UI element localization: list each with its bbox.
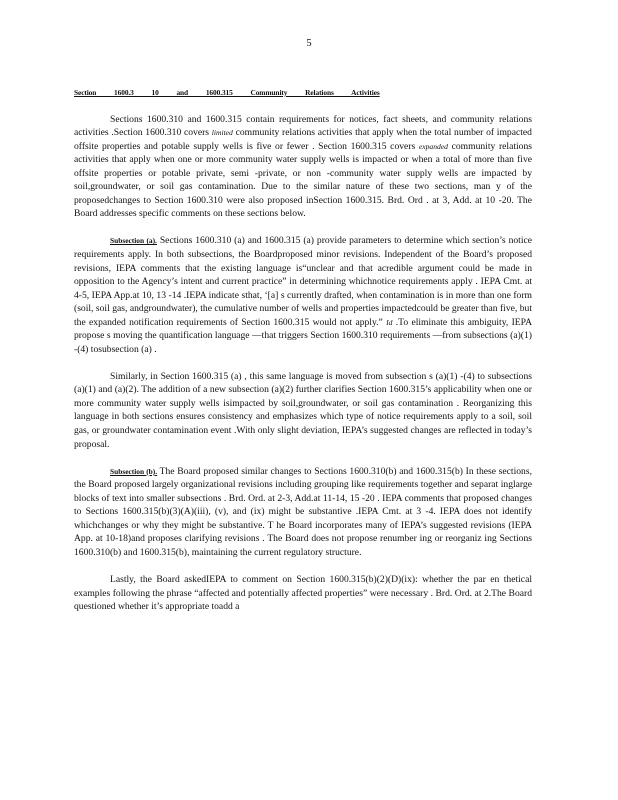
page-number: 5 xyxy=(306,38,312,49)
italic-citation-id: Id xyxy=(386,317,393,327)
italic-term-limited: limited xyxy=(211,128,233,138)
paragraph-similarly xyxy=(74,370,532,451)
paragraph-subsection-b xyxy=(74,465,532,560)
paragraph-text: .To eliminate this ambiguity, IEPA propose s moving the quantification language —that triggers Section 1600.310 requirements —from subsections (a)(1) -(4) tosubsection (a) . xyxy=(74,316,533,355)
subsection-label: Subsection (a). xyxy=(110,236,157,246)
paragraph-subsection-a xyxy=(74,234,532,356)
paragraph-lastly xyxy=(74,573,532,614)
paragraph-text: Sections 1600.310 and 1600.315 contain requirements for notices, fact sheets, and community relations activities .Section 1600.310 covers xyxy=(74,113,532,139)
italic-term-expanded: expanded xyxy=(418,141,448,151)
paragraph-text: Sections 1600.310 (a) and 1600.315 (a) provide parameters to determine which section’s notice requirements apply. In both subsections, the Boardproposed minor revisions. Independent of the Board’s proposed revisions, IEPA comments that the existing language is“unclear and that acredible argument could be made in opposition to the Agency’s intent and current practice” in determining whichnotice requirements apply . IEPA Cmt. at 4-5, IEPA App.at 10, 13 -14 .IEPA indicate sthat, ‘[a] s currently drafted, when contamination is in more than one form (soil, soil gas, andgroundwater), the cumulative number of wells and properties impactedcould be greater than five, but the expanded notification requirements of Section 1600.315 would not apply.” xyxy=(74,235,533,328)
paragraph-text: community relations activities that apply when the total number of impacted offsite properties and potable supply wells is five or fewer . Section 1600.315 covers xyxy=(74,127,532,152)
section-heading: Section 1600.3 10 and 1600.315 Community Relations Activities xyxy=(74,88,380,97)
paragraph-text: Lastly, the Board askedIEPA to comment on Section 1600.315(b)(2)(D)(ix): whether the par en thetical examples following the phrase “affected and potentially affected properties” were necessary . Brd. Ord. at 2.The Board questioned whether it’s appropriate toadd a xyxy=(74,573,532,613)
subsection-label: Subsection (b). xyxy=(110,466,158,476)
paragraph-intro xyxy=(74,113,532,221)
document-body xyxy=(74,86,532,627)
paragraph-text: The Board proposed similar changes to Sections 1600.310(b) and 1600.315(b) In these sections, the Board proposed largely organizational revisions including grouping like requirements together and separat inglarge blocks of text into smaller subsections . Brd. Ord. at 2-3, Add.at 11-14, 15 -20 . IEPA comments that proposed changes to Sections 1600.315(b)(3)(A)(iii), (v), and (ix) might be substantive .IEPA Cmt. at 3 -4. IEPA does not identify whichchanges or why they might be substantive. T he Board incorporates many of IEPA’s suggested revisions (IEPA App. at 10-18)and proposes clarifying revisions . The Board does not propose renumber ing or reorganiz ing Sections 1600.310(b) and 1600.315(b), maintaining the current regulatory structure. xyxy=(74,465,532,558)
paragraph-text: community relations activities that apply when one or more community water supply wells is impacted or when a total of more than five offsite properties or potable private, semi -private, or non -community water supply wells are impacted by soil,groundwater, or soil gas contamination. Due to the similar nature of these two sections, man y of the proposedchanges to Section 1600.310 were also proposed inSection 1600.315. Brd. Ord . at 3, Add. at 10 -20. The Board addresses specific comments on these sections below. xyxy=(74,140,532,220)
paragraph-text: Similarly, in Section 1600.315 (a) , this same language is moved from subsection s (a)(1) -(4) to subsections (a)(1) and (a)(2). The addition of a new subsection (a)(2) further clarifies Section 1600.315’s applicability when one or more community water supply wells isimpacted by soil,groundwater, or soil gas contamination . Reorganizing this language in both sections ensures consistency and emphasizes which type of notice requirements apply to a soil, soil gas, or groundwater contamination event .With only slight deviation, IEPA’s suggested changes are reflected in today’s proposal. xyxy=(74,370,532,450)
